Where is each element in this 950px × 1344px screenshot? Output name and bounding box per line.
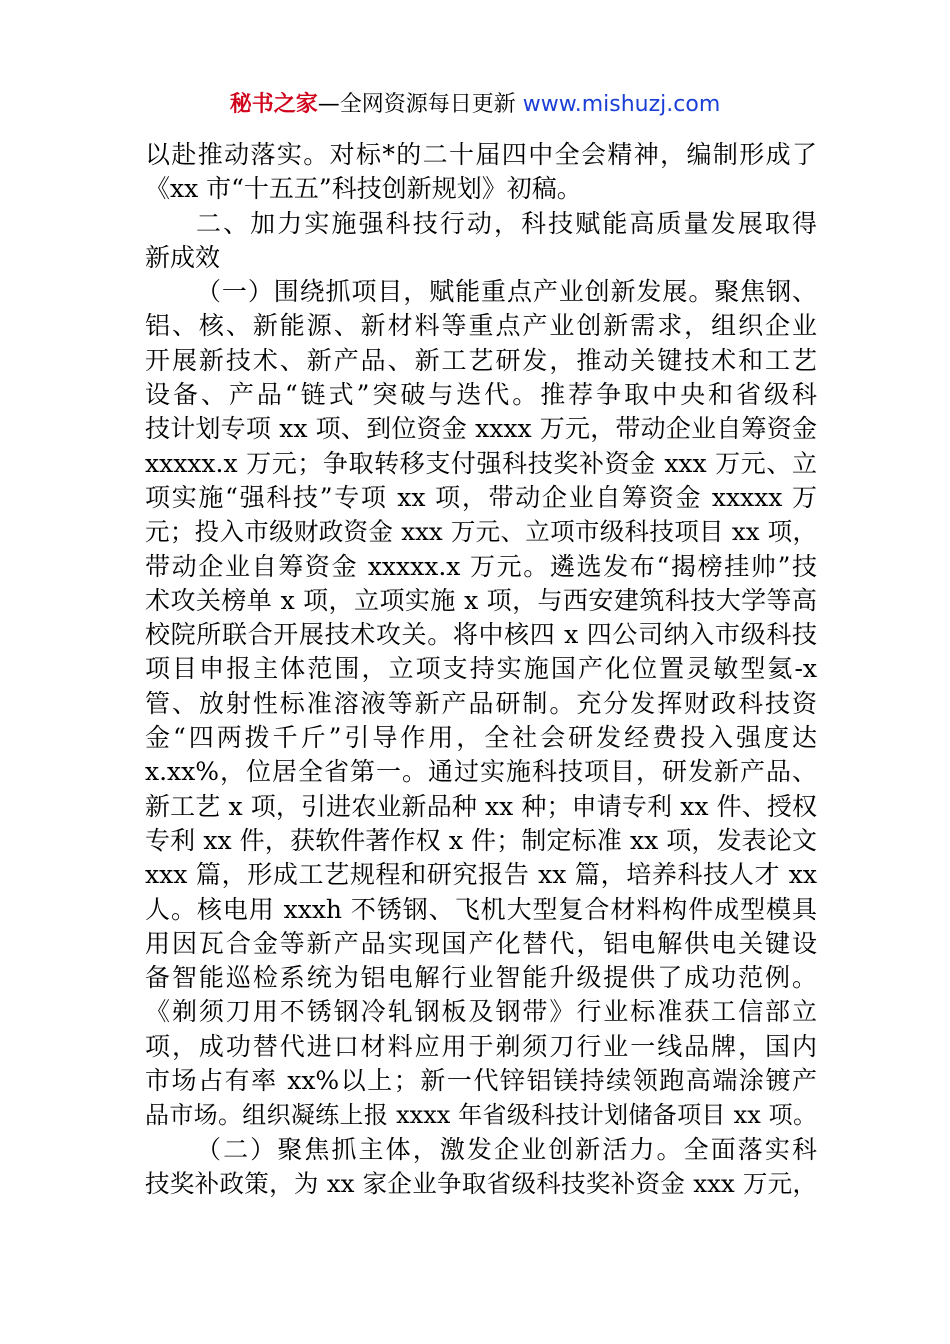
text-line: 备智能巡检系统为铝电解行业智能升级提供了成功范例。 <box>145 963 817 993</box>
site-header <box>0 90 950 120</box>
brand-name: 秘书之家 <box>229 92 318 117</box>
text-line: 新成效 <box>145 242 221 272</box>
text-line: 《xx 市“十五五”科技创新规划》初稿。 <box>145 174 582 204</box>
text-line: 管、放射性标准溶液等新产品研制。充分发挥财政科技资 <box>145 688 817 718</box>
text-line: 新工艺 x 项，引进农业新品种 xx 种；申请专利 xx 件、授权 <box>145 791 817 821</box>
text-line: xxxxx.x 万元；争取转移支付强科技奖补资金 xxx 万元、立 <box>145 448 817 478</box>
document-body <box>145 138 817 1201</box>
text-line: 项实施“强科技”专项 xx 项，带动企业自筹资金 xxxxx 万 <box>145 482 817 512</box>
text-line: 《剃须刀用不锈钢冷轧钢板及钢带》行业标准获工信部立 <box>145 997 817 1027</box>
text-line: 铝、核、新能源、新材料等重点产业创新需求，组织企业 <box>145 311 817 341</box>
text-line: 项，成功替代进口材料应用于剃须刀行业一线品牌，国内 <box>145 1031 817 1061</box>
text-line: 专利 xx 件，获软件著作权 x 件；制定标准 xx 项，发表论文 <box>145 825 817 855</box>
text-line: 品市场。组织凝练上报 xxxx 年省级科技计划储备项目 xx 项。 <box>145 1101 817 1130</box>
text-line: 校院所联合开展技术攻关。将中核四 x 四公司纳入市级科技 <box>145 620 817 650</box>
text-line: 金“四两拨千斤”引导作用，全社会研发经费投入强度达 <box>145 723 817 753</box>
text-line: xxx 篇，形成工艺规程和研究报告 xx 篇，培养科技人才 xx <box>145 860 817 890</box>
header-tagline: —全网资源每日更新 <box>317 92 523 117</box>
text-line: 技计划专项 xx 项、到位资金 xxxx 万元，带动企业自筹资金 <box>145 414 817 444</box>
text-line: 开展新技术、新产品、新工艺研发，推动关键技术和工艺 <box>145 345 817 375</box>
text-line: 用因瓦合金等新产品实现国产化替代，铝电解供电关键设 <box>145 928 817 958</box>
site-url-link[interactable]: www.mishuzj.com <box>522 92 721 117</box>
text-line: 术攻关榜单 x 项，立项实施 x 项，与西安建筑科技大学等高 <box>145 585 817 615</box>
text-line: （二）聚焦抓主体，激发企业创新活力。全面落实科 <box>196 1134 817 1164</box>
text-line: 技奖补政策，为 xx 家企业争取省级科技奖补资金 xxx 万元， <box>145 1168 817 1198</box>
text-line: 人。核电用 xxxh 不锈钢、飞机大型复合材料构件成型模具 <box>145 894 817 924</box>
text-line: 带动企业自筹资金 xxxxx.x 万元。遴选发布“揭榜挂帅”技 <box>145 551 817 581</box>
text-line: 设备、产品“链式”突破与迭代。推荐争取中央和省级科 <box>145 380 817 410</box>
text-line: 二、加力实施强科技行动，科技赋能高质量发展取得 <box>196 208 817 238</box>
text-line: 元；投入市级财政资金 xxx 万元、立项市级科技项目 xx 项， <box>145 517 817 547</box>
text-line: 以赴推动落实。对标*的二十届四中全会精神，编制形成了 <box>145 140 817 169</box>
text-line: 项目申报主体范围，立项支持实施国产化位置灵敏型氦-x <box>145 654 817 684</box>
text-line: （一）围绕抓项目，赋能重点产业创新发展。聚焦钢、 <box>196 277 817 307</box>
text-line: x.xx%，位居全省第一。通过实施科技项目，研发新产品、 <box>145 757 817 787</box>
text-line: 市场占有率 xx%以上；新一代锌铝镁持续领跑高端涂镀产 <box>145 1066 817 1096</box>
